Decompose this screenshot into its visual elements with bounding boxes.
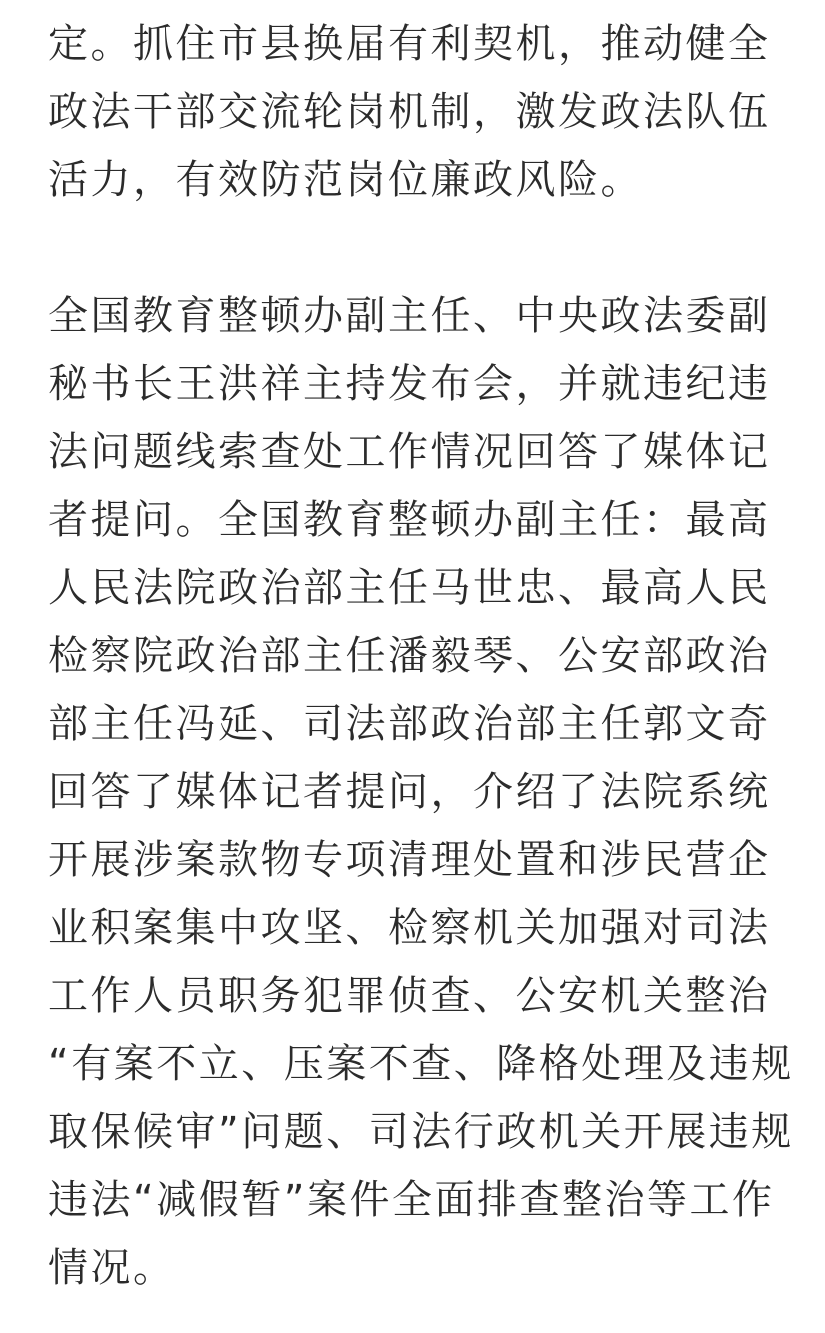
text-line: 检察院政治部主任潘毅琴、公安部政治 bbox=[48, 633, 771, 679]
paragraph-2 bbox=[48, 282, 794, 1302]
text-line: “有案不立、压案不查、降格处理及违规 bbox=[48, 1041, 794, 1087]
text-line: 回答了媒体记者提问，介绍了法院系统 bbox=[48, 769, 771, 815]
text-line: 业积案集中攻坚、检察机关加强对司法 bbox=[48, 905, 771, 951]
text-line: 情况。 bbox=[48, 1245, 176, 1291]
text-line: 违法“减假暂”案件全面排查整治等工作 bbox=[48, 1177, 775, 1223]
text-line: 秘书长王洪祥主持发布会，并就违纪违 bbox=[48, 361, 771, 407]
text-line: 部主任冯延、司法部政治部主任郭文奇 bbox=[48, 701, 771, 747]
text-line: 活力，有效防范岗位廉政风险。 bbox=[48, 157, 643, 203]
text-line: 政法干部交流轮岗机制，激发政法队伍 bbox=[48, 89, 771, 135]
text-line: 工作人员职务犯罪侦查、公安机关整治 bbox=[48, 973, 771, 1019]
text-line: 开展涉案款物专项清理处置和涉民营企 bbox=[48, 837, 771, 883]
text-line: 定。抓住市县换届有利契机，推动健全 bbox=[48, 21, 771, 67]
text-line: 法问题线索查处工作情况回答了媒体记 bbox=[48, 429, 771, 475]
text-line: 者提问。全国教育整顿办副主任：最高 bbox=[48, 497, 771, 543]
text-line: 人民法院政治部主任马世忠、最高人民 bbox=[48, 565, 771, 611]
paragraph-1 bbox=[48, 10, 771, 214]
text-line: 全国教育整顿办副主任、中央政法委副 bbox=[48, 293, 771, 339]
text-line: 取保候审”问题、司法行政机关开展违规 bbox=[48, 1109, 794, 1155]
